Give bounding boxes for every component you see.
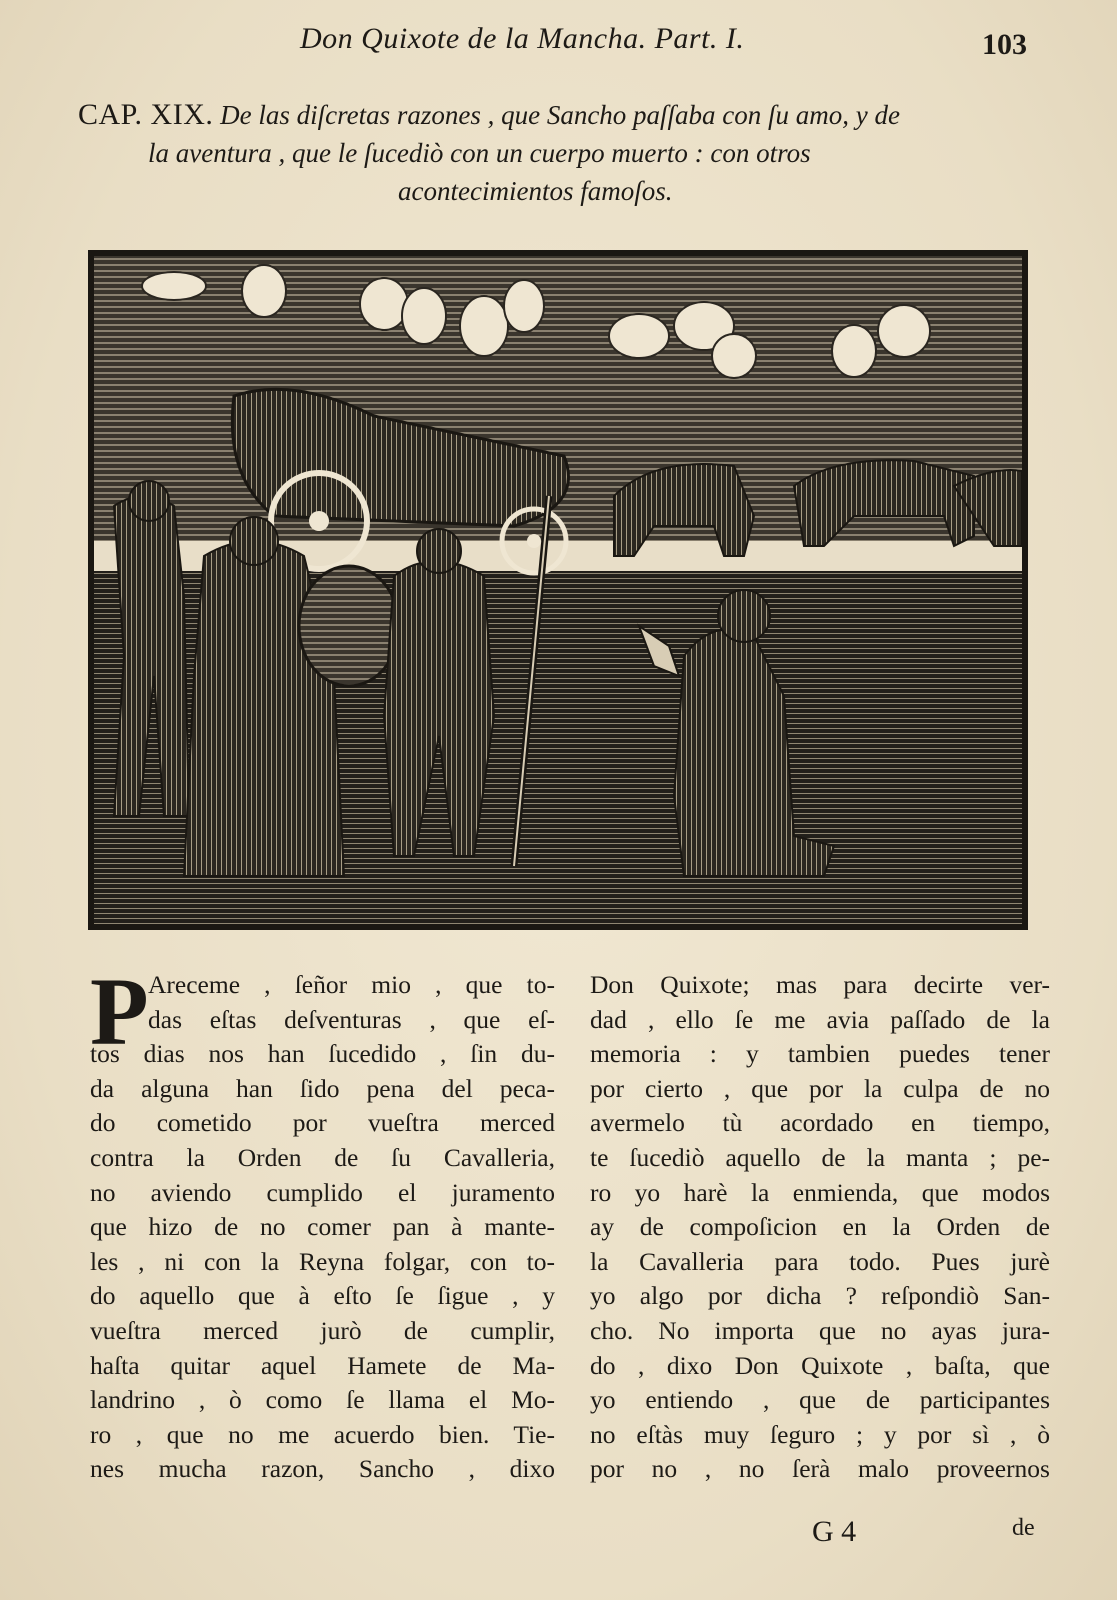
woodcut-drawing [94, 256, 1022, 924]
text-line: no aviendo cumplido el juramento [90, 1177, 555, 1207]
page-number: 103 [982, 28, 1027, 61]
text-line: haſta quitar aquel Hamete de Ma- [90, 1350, 555, 1380]
text-line: do , dixo Don Quixote , baſta, que [590, 1350, 1050, 1380]
text-line: yo algo por dicha ? reſpondiò San- [590, 1281, 1050, 1311]
text-line: ro , que no me acuerdo bien. Tie- [90, 1419, 555, 1449]
text-line: das eſtas deſventuras , que eſ- [148, 1004, 555, 1034]
text-line: les , ni con la Reyna folgar, con to- [90, 1246, 555, 1276]
text-line: landrino , ò como ſe llama el Mo- [90, 1385, 555, 1415]
text-line: contra la Orden de ſu Cavalleria, [90, 1142, 555, 1172]
text-line: yo entiendo , que de participantes [590, 1385, 1050, 1415]
text-line: ro yo harè la enmienda, que modos [590, 1177, 1050, 1207]
text-line: la Cavalleria para todo. Pues jurè [590, 1246, 1050, 1276]
text-line: nes mucha razon, Sancho , dixo [90, 1454, 555, 1484]
text-line: que hizo de no comer pan à mante- [90, 1212, 555, 1242]
chapter-title-line-2: la aventura , que le ſucediò con un cuerpo muerto : con otros [148, 138, 811, 168]
text-line: tos dias nos han ſucedido , ſin du- [90, 1039, 555, 1069]
chapter-title-line-3: acontecimientos famoſos. [398, 176, 673, 206]
text-line: dad , ello ſe me avia paſſado de la [590, 1004, 1050, 1034]
drop-cap-letter: P [90, 958, 149, 1065]
text-line: vueſtra merced jurò de cumplir, [90, 1315, 555, 1345]
left-text-column [90, 958, 555, 1487]
text-line: cho. No importa que no ayas jura- [590, 1315, 1050, 1345]
text-line: da alguna han ſido pena del peca- [90, 1073, 555, 1103]
right-text-column [590, 968, 1050, 1487]
text-line: por cierto , que por la culpa de no [590, 1073, 1050, 1103]
text-line: avermelo tù acordado en tiempo, [590, 1108, 1050, 1138]
text-line: do aquello que à eſto ſe ſigue , y [90, 1281, 555, 1311]
chapter-number: CAP. XIX. [78, 98, 214, 131]
chapter-title-line-1: De las diſcretas razones , que Sancho paſſaba con ſu amo, y de [220, 100, 901, 130]
text-line: Don Quixote; mas para decirte ver- [590, 970, 1050, 999]
woodcut-illustration [88, 250, 1028, 930]
text-line: Areceme , ſeñor mio , que to- [148, 970, 555, 999]
running-head: Don Quixote de la Mancha. Part. I. [300, 22, 745, 55]
chapter-heading [78, 96, 1038, 210]
text-line: do cometido por vueſtra merced [90, 1108, 555, 1138]
text-line: memoria : y tambien puedes tener [590, 1039, 1050, 1069]
signature-mark: G 4 [812, 1515, 857, 1548]
text-line: te ſucediò aquello de la manta ; pe- [590, 1142, 1050, 1172]
text-line: no eſtàs muy ſeguro ; y por sì , ò [590, 1419, 1050, 1449]
text-line: ay de compoſicion en la Orden de [590, 1212, 1050, 1242]
text-line: por no , no ſerà malo proveernos [590, 1454, 1050, 1484]
catchword: de [1012, 1515, 1035, 1541]
